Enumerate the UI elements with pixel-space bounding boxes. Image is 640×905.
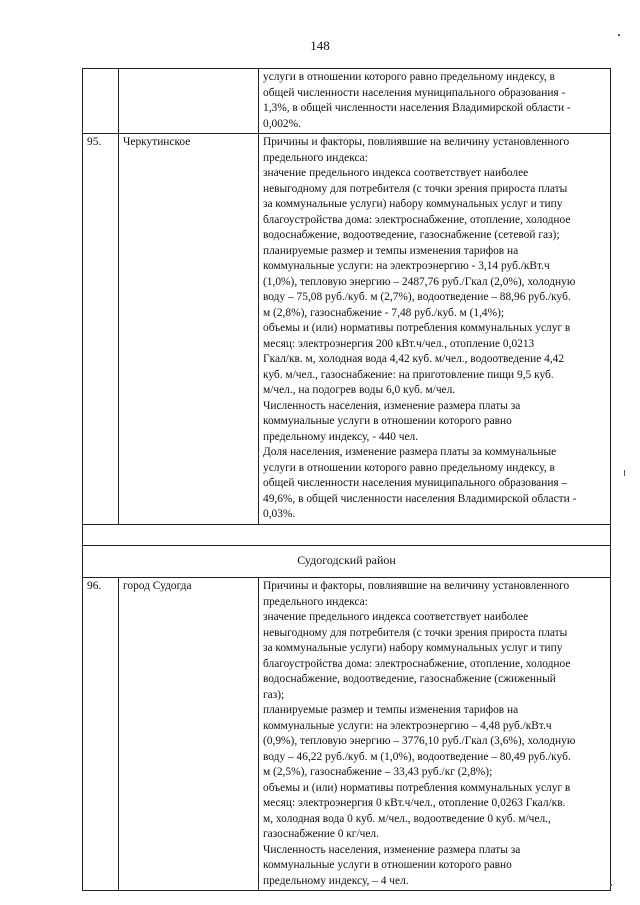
table-row-95 bbox=[83, 134, 611, 525]
text-line: Гкал/кв. м, холодная вода 4,42 куб. м/чел., водоотведение 4,42 bbox=[263, 353, 565, 365]
text-line: услуги в отношении которого равно предельному индексу, в bbox=[263, 71, 555, 83]
continuation-name-cell bbox=[119, 69, 259, 134]
text-line: газ); bbox=[263, 688, 285, 701]
spacer-cell bbox=[83, 524, 611, 545]
scan-speck bbox=[624, 470, 625, 476]
table-row-section bbox=[83, 545, 611, 578]
text-line: водоснабжение, водоотведение, газоснабжение (сетевой газ); bbox=[263, 229, 560, 241]
continuation-text-cell bbox=[259, 69, 611, 134]
text-line: предельного индекса: bbox=[263, 595, 368, 608]
row-description bbox=[259, 578, 611, 891]
scan-speck bbox=[610, 884, 612, 886]
text-line: месяц: электроэнергия 200 кВт.ч/чел., отопление 0,0213 bbox=[263, 337, 535, 350]
text-line: благоустройства дома: электроснабжение, отопление, холодное bbox=[263, 213, 571, 226]
municipality-name: город Судогда bbox=[119, 578, 259, 891]
text-line: благоустройства дома: электроснабжение, отопление, холодное bbox=[263, 657, 571, 670]
text-line: воду – 46,22 руб./куб. м (1,0%), водоотведение – 80,49 руб./куб. bbox=[263, 750, 571, 763]
text-line: водоснабжение, водоотведение, газоснабжение (сжиженный bbox=[263, 673, 556, 685]
text-line: Численность населения, изменение размера платы за bbox=[263, 399, 521, 412]
scan-speck bbox=[618, 34, 620, 36]
text-line: объемы и (или) нормативы потребления коммунальных услуг в bbox=[263, 781, 571, 794]
text-line: куб. м/чел., газоснабжение: на приготовление пищи 9,5 куб. bbox=[263, 368, 554, 381]
section-heading: Судогодский район bbox=[83, 545, 611, 578]
text-line: 49,6%, в общей численности населения Владимирской области - bbox=[263, 492, 577, 505]
continuation-number-cell bbox=[83, 69, 119, 134]
text-line: планируемые размер и темпы изменения тарифов на bbox=[263, 704, 519, 716]
text-line: коммунальные услуги в отношении которого равно bbox=[263, 415, 512, 427]
text-line: воду – 75,08 руб./куб. м (2,7%), водоотведение – 88,96 руб./куб. bbox=[263, 291, 571, 303]
text-line: 1,3%, в общей численности населения Владимирской области - bbox=[263, 102, 571, 114]
text-line: 0,03%. bbox=[263, 508, 296, 520]
municipality-name: Черкутинское bbox=[119, 134, 259, 525]
row-description bbox=[259, 134, 611, 525]
text-line: невыгодному для потребителя (с точки зрения прироста платы bbox=[263, 626, 568, 639]
text-line: значение предельного индекса соответствует наиболее bbox=[263, 611, 529, 623]
table-row-96 bbox=[83, 578, 611, 891]
text-line: невыгодному для потребителя (с точки зрения прироста платы bbox=[263, 182, 568, 195]
text-line: Причины и факторы, повлиявшие на величину установленного bbox=[263, 580, 570, 592]
table-row-continuation bbox=[83, 69, 611, 134]
text-line: Доля населения, изменение размера платы за коммунальные bbox=[263, 446, 557, 458]
text-line: предельному индексу, - 440 чел. bbox=[263, 430, 419, 443]
text-line: предельному индексу, – 4 чел. bbox=[263, 874, 409, 887]
text-line: Причины и факторы, повлиявшие на величину установленного bbox=[263, 136, 570, 148]
row-number: 96. bbox=[83, 578, 119, 891]
text-line: общей численности населения муниципального образования – bbox=[263, 477, 568, 489]
text-line: за коммунальные услуги) набору коммунальных услуг и типу bbox=[263, 198, 563, 210]
text-line: коммунальные услуги: на электроэнергию - 3,14 руб./кВт.ч bbox=[263, 260, 550, 272]
text-line: м (2,5%), газоснабжение – 33,43 руб./кг (2,8%); bbox=[263, 766, 493, 778]
text-line: 0,002%. bbox=[263, 117, 301, 130]
text-line: (1,0%), тепловую энергию – 2487,76 руб./Гкал (2,0%), холодную bbox=[263, 275, 576, 288]
text-line: м (2,8%), газоснабжение - 7,48 руб./куб. м (1,4%); bbox=[263, 306, 505, 319]
text-line: предельного индекса: bbox=[263, 151, 368, 164]
text-line: общей численности населения муниципального образования - bbox=[263, 86, 566, 99]
text-line: м/чел., на подогрев воды 6,0 куб. м/чел. bbox=[263, 384, 456, 396]
text-line: коммунальные услуги в отношении которого равно bbox=[263, 859, 512, 871]
text-line: Численность населения, изменение размера платы за bbox=[263, 843, 521, 856]
text-line: планируемые размер и темпы изменения тарифов на bbox=[263, 244, 519, 257]
text-line: месяц: электроэнергия 0 кВт.ч/чел., отопление 0,0263 Гкал/кв. bbox=[263, 797, 566, 809]
table-row-spacer bbox=[83, 524, 611, 545]
page-number: 148 bbox=[310, 38, 330, 53]
text-line: услуги в отношении которого равно предельному индексу, в bbox=[263, 461, 555, 474]
text-line: значение предельного индекса соответствует наиболее bbox=[263, 167, 529, 179]
text-line: объемы и (или) нормативы потребления коммунальных услуг в bbox=[263, 322, 571, 334]
row-number: 95. bbox=[83, 134, 119, 525]
text-line: м, холодная вода 0 куб. м/чел., водоотведение 0 куб. м/чел., bbox=[263, 812, 551, 825]
tariff-table bbox=[82, 68, 611, 891]
text-line: за коммунальные услуги) набору коммунальных услуг и типу bbox=[263, 642, 563, 654]
text-line: (0,9%), тепловую энергию – 3776,10 руб./Гкал (3,6%), холодную bbox=[263, 735, 576, 747]
text-line: коммунальные услуги: на электроэнергию – 4,48 руб./кВт.ч bbox=[263, 719, 552, 732]
text-line: газоснабжение 0 кг/чел. bbox=[263, 828, 379, 840]
